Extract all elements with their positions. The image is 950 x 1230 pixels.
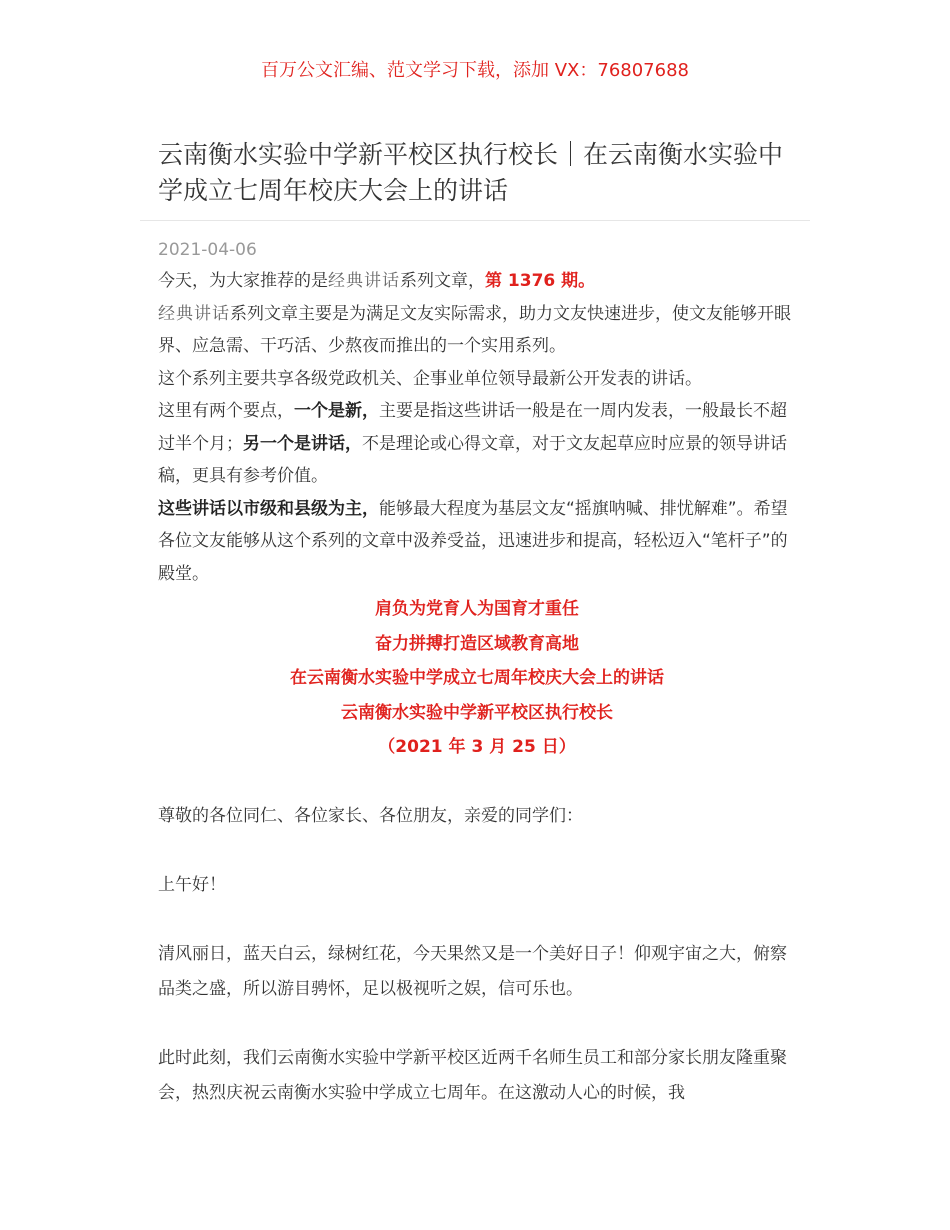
intro-text: 系列文章，: [400, 271, 485, 291]
spacer: [158, 1007, 796, 1041]
speech-header: [158, 592, 796, 765]
issue-number: 第 1376 期。: [485, 271, 596, 291]
spacer: [158, 903, 796, 937]
promo-banner: 百万公文汇编、范文学习下载，添加 VX：76807688: [261, 60, 689, 81]
intro-text: 系列文章主要是为满足文友实际需求，助力文友快速进步，使文友能够开眼界、应急需、干巧活、少熬夜而推出的一个实用系列。: [158, 303, 791, 356]
intro-paragraph-4: [158, 395, 796, 493]
key-point-speech: 另一个是讲话，: [243, 433, 362, 454]
intro-text: 今天，为大家推荐的是: [158, 271, 328, 291]
speech-paragraph-2: 此时此刻，我们云南衡水实验中学新平校区近两千名师生员工和部分家长朋友隆重聚会，热烈庆祝云南衡水实验中学成立七周年。在这激动人心的时候，我: [158, 1047, 787, 1103]
speech-body: [158, 765, 796, 1111]
speech-title-line-1: 肩负为党育人为国育才重任: [375, 599, 579, 619]
title-divider: [140, 220, 810, 221]
intro-paragraph-5: [158, 493, 796, 591]
key-point-level: 这些讲话以市级和县级为主，: [158, 498, 379, 519]
speech-paragraph-1: 清风丽日，蓝天白云，绿树红花，今天果然又是一个美好日子！仰观宇宙之大，俯察品类之盛，所以游目骋怀，足以极视听之娱，信可乐也。: [158, 943, 787, 999]
publish-date: 2021-04-06: [158, 240, 257, 260]
speech-date: （2021 年 3 月 25 日）: [378, 737, 576, 757]
intro-paragraph-2: [158, 298, 796, 363]
speech-title-line-2: 奋力拼搏打造区域教育高地: [375, 633, 579, 654]
spacer: [158, 765, 796, 799]
intro-text: 不是理论或心得文章，对于文友起草应时应景的领导讲话稿，更具有参考价值。: [158, 433, 787, 486]
article-title: 云南衡水实验中学新平校区执行校长｜在云南衡水实验中学成立七周年校庆大会上的讲话: [158, 140, 784, 205]
series-name: 经典讲话: [158, 303, 230, 324]
article-body: [158, 265, 796, 1111]
key-point-new: 一个是新，: [294, 401, 379, 421]
intro-text: 能够最大程度为基层文友“摇旗呐喊、排忧解难”。希望各位文友能够从这个系列的文章中汲养受益，迅速进步和提高，轻松迈入“笔杆子”的殿堂。: [158, 498, 788, 584]
series-name: 经典讲话: [328, 271, 400, 291]
speaker-title: 云南衡水实验中学新平校区执行校长: [341, 702, 613, 723]
intro-text: 主要是指这些讲话一般是在一周内发表，一般最长不超过半个月；: [158, 401, 787, 454]
spacer: [158, 834, 796, 868]
intro-paragraph-1: [158, 265, 796, 298]
speech-hello: 上午好！: [158, 874, 226, 895]
speech-occasion: 在云南衡水实验中学成立七周年校庆大会上的讲话: [290, 668, 664, 688]
intro-text: 这里有两个要点，: [158, 401, 294, 421]
speech-greeting: 尊敬的各位同仁、各位家长、各位朋友，亲爱的同学们：: [158, 805, 583, 826]
intro-paragraph-3: 这个系列主要共享各级党政机关、企事业单位领导最新公开发表的讲话。: [158, 368, 702, 389]
